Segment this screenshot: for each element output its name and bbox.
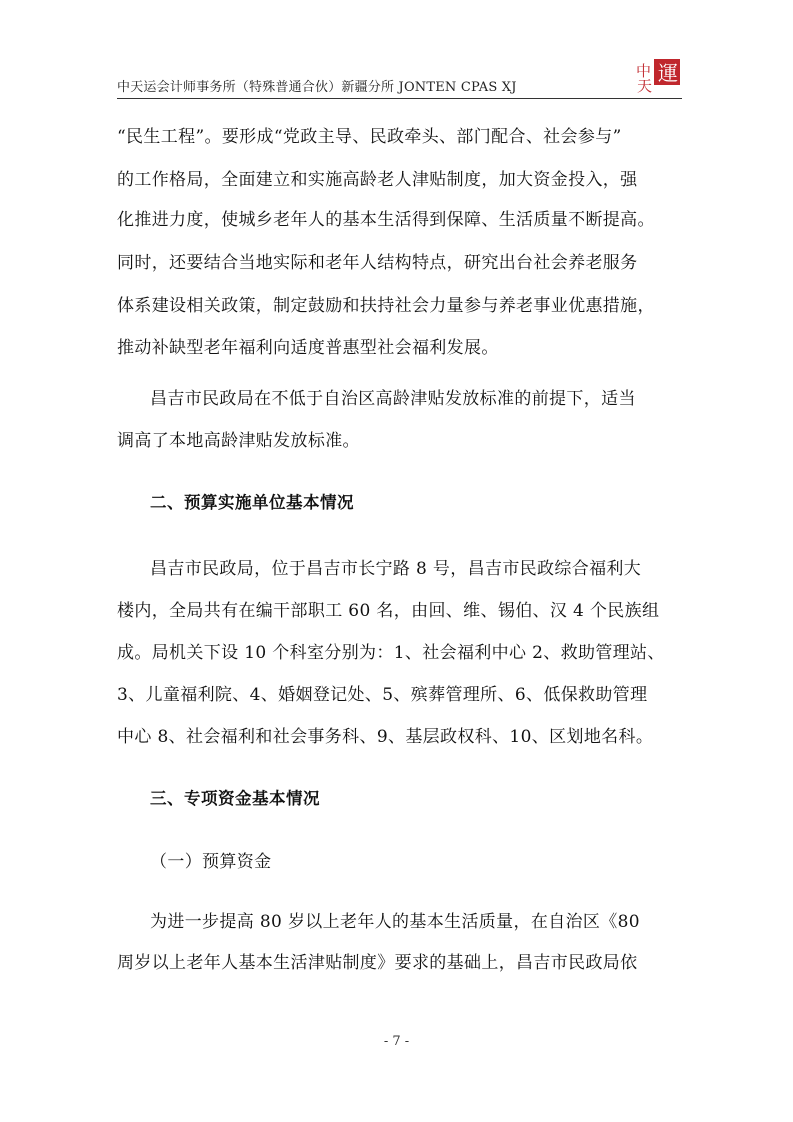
paragraph-3-line-3: 成。局机关下设 10 个科室分别为：1、社会福利中心 2、救助管理站、: [117, 643, 665, 663]
logo-char-3: 運: [658, 61, 678, 85]
paragraph-4-line-2: 周岁以上老年人基本生活津贴制度》要求的基础上，昌吉市民政局依: [117, 953, 638, 973]
page-number: - 7 -: [383, 1034, 410, 1049]
section-heading-3: 三、专项资金基本情况: [150, 789, 320, 808]
paragraph-3-line-1: 昌吉市民政局，位于昌吉市长宁路 8 号，昌吉市民政综合福利大: [150, 559, 642, 579]
section-heading-2: 二、预算实施单位基本情况: [150, 493, 354, 512]
paragraph-1-line-2: 的工作格局，全面建立和实施高龄老人津贴制度，加大资金投入，强: [117, 170, 638, 190]
paragraph-1-line-5: 体系建设相关政策，制定鼓励和扶持社会力量参与养老事业优惠措施，: [117, 296, 655, 316]
paragraph-2-line-1: 昌吉市民政局在不低于自治区高龄津贴发放标准的前提下，适当: [150, 389, 636, 409]
paragraph-1-line-4: 同时，还要结合当地实际和老年人结构特点，研究出台社会养老服务: [117, 253, 638, 273]
paragraph-3-line-2: 楼内，全局共有在编干部职工 60 名，由回、维、锡伯、汉 4 个民族组: [117, 601, 660, 621]
paragraph-4-line-1: 为进一步提高 80 岁以上老年人的基本生活质量，在自治区《80: [150, 912, 640, 932]
logo-char-2: 天: [637, 77, 653, 94]
paragraph-3-line-5: 中心 8、社会福利和社会事务科、9、基层政权科、10、区划地名科。: [117, 727, 654, 747]
logo-char-1: 中: [636, 62, 652, 80]
firm-logo: [634, 58, 682, 94]
paragraph-1-line-3: 化推进力度，使城乡老年人的基本生活得到保障、生活质量不断提高。: [117, 210, 655, 230]
header-rule: [117, 98, 682, 99]
page-header: 中天运会计师事务所（特殊普通合伙）新疆分所 JONTEN CPAS XJ: [117, 80, 517, 95]
paragraph-3-line-4: 3、儿童福利院、4、婚姻登记处、5、殡葬管理所、6、低保救助管理: [117, 685, 648, 705]
subsection-heading-1: （一）预算资金: [150, 852, 272, 872]
paragraph-2-line-2: 调高了本地高龄津贴发放标准。: [117, 431, 360, 451]
paragraph-1-line-1: “民生工程”。要形成“党政主导、民政牵头、部门配合、社会参与”: [117, 127, 622, 147]
paragraph-1-line-6: 推动补缺型老年福利向适度普惠型社会福利发展。: [117, 338, 499, 358]
